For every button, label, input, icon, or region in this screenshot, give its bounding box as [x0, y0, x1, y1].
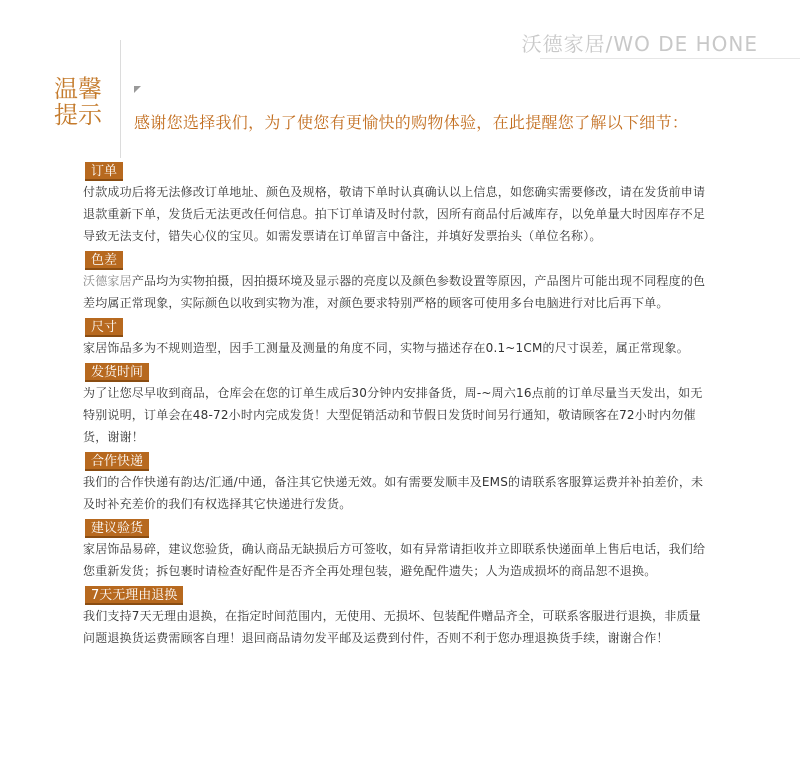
- section-tag: 尺寸: [85, 318, 123, 337]
- brand-divider: [540, 58, 800, 59]
- intro-text: 感谢您选择我们，为了使您有更愉快的购物体验，在此提醒您了解以下细节：: [134, 113, 689, 132]
- section-body: 付款成功后将无法修改订单地址、颜色及规格，敬请下单时认真确认以上信息，如您确实需要修改，请在发货前申请退款重新下单，发货后无法更改任何信息。拍下订单请及时付款，因所有商品付后减库存，以免单量大时因库存不足导致无法支付，错失心仪的宝贝。如需发票请在订单留言中备注，并填好发票抬头（单位名称）。: [83, 185, 706, 243]
- section-tag: 合作快递: [85, 452, 149, 471]
- section-tag: 发货时间: [85, 363, 149, 382]
- hint-title-line2: 提示: [54, 101, 102, 129]
- corner-triangle-icon: [134, 86, 141, 93]
- section-lead: 沃德家居: [83, 274, 132, 288]
- section-tag: 建议验货: [85, 519, 149, 538]
- section-courier: [83, 450, 713, 515]
- section-body: 为了让您尽早收到商品，仓库会在您的订单生成后30分钟内安排备货，周-~周六16点前的订单尽量当天发出，如无特别说明，订单会在48-72小时内完成发货！大型促销活动和节假日发货时间另行通知，敬请顾客在72小时内勿催货，谢谢！: [83, 386, 703, 444]
- vertical-divider: [120, 40, 121, 158]
- section-body: 我们支持7天无理由退换，在指定时间范围内，无使用、无损坏、包装配件赠品齐全，可联系客服进行退换，非质量问题退换货运费需顾客自理！退回商品请勿发平邮及运费到付件，否则不利于您办理退换货手续，谢谢合作！: [83, 609, 701, 645]
- section-body: 我们的合作快递有韵达/汇通/中通，备注其它快递无效。如有需要发顺丰及EMS的请联系客服算运费并补拍差价，未及时补充差价的我们有权选择其它快递进行发货。: [83, 475, 704, 511]
- hint-title-line1: 温馨: [54, 75, 102, 103]
- section-tag: 订单: [85, 162, 123, 181]
- section-inspection: [83, 517, 713, 582]
- notice-sections: [83, 160, 713, 651]
- section-returns: [83, 584, 713, 649]
- section-body: 家居饰品多为不规则造型，因手工测量及测量的角度不同，实物与描述存在0.1~1CM的尺寸误差，属正常现象。: [83, 341, 689, 355]
- section-tag: 7天无理由退换: [85, 586, 183, 605]
- section-size: [83, 316, 713, 359]
- section-body: 沃德家居产品均为实物拍摄，因拍摄环境及显示器的亮度以及颜色参数设置等原因，产品图片可能出现不同程度的色差均属正常现象，实际颜色以收到实物为准，对颜色要求特别严格的顾客可使用多台电脑进行对比后再下单。: [83, 274, 706, 310]
- hint-title: [54, 76, 106, 128]
- section-order: [83, 160, 713, 247]
- section-color-difference: [83, 249, 713, 314]
- section-body: 家居饰品易碎，建议您验货，确认商品无缺损后方可签收，如有异常请拒收并立即联系快递面单上售后电话，我们给您重新发货；拆包裹时请检查好配件是否齐全再处理包装，避免配件遗失；人为造成损坏的商品恕不退换。: [83, 542, 706, 578]
- section-tag: 色差: [85, 251, 123, 270]
- brand-logo-text: 沃德家居/WO DE HONE: [521, 32, 758, 56]
- section-shipping-time: [83, 361, 713, 448]
